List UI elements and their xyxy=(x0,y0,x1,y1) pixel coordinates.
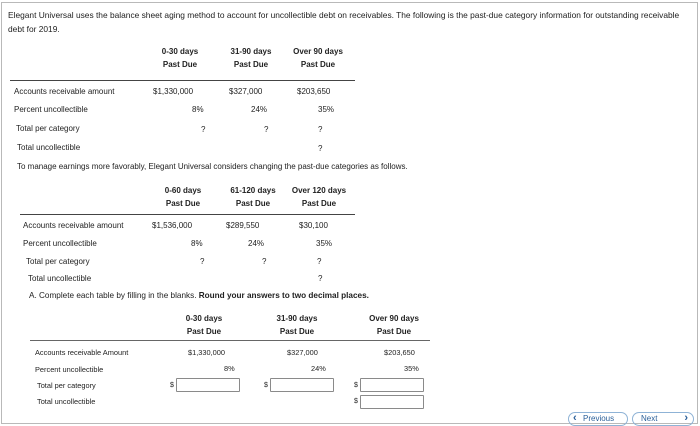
t1-row1-label: Accounts receivable amount xyxy=(14,87,115,96)
previous-label: Previous xyxy=(583,414,615,423)
t3-header-3 xyxy=(360,312,428,338)
t3-r3c1-currency: $ xyxy=(170,382,174,389)
t3-r1c1: $1,330,000 xyxy=(188,348,225,357)
t2-header-3 xyxy=(284,184,354,210)
t3-header-3-line1: Over 90 days xyxy=(369,314,419,323)
part-a-instruction xyxy=(29,291,369,300)
t2-row2-label: Percent uncollectible xyxy=(23,239,97,248)
t3-header-2 xyxy=(264,312,330,338)
next-button[interactable] xyxy=(632,412,694,426)
t2-header-3-line1: Over 120 days xyxy=(291,186,347,195)
t2-r1c1: $1,536,000 xyxy=(152,221,193,230)
t3-total-uncollectible-input[interactable] xyxy=(360,395,424,409)
t1-row2-label: Percent uncollectible xyxy=(14,105,88,114)
t3-rule xyxy=(30,340,430,341)
t2-r4c3: ? xyxy=(318,274,323,283)
t1-r2c1: 8% xyxy=(192,105,204,114)
t3-total-per-category-input-2[interactable] xyxy=(270,378,334,392)
t1-header-1-line2: Past Due xyxy=(162,60,198,69)
t3-row2-label: Percent uncollectible xyxy=(35,365,104,374)
t3-r2c3: 35% xyxy=(404,364,419,373)
t3-row3-label: Total per category xyxy=(37,381,96,390)
t2-header-3-line2: Past Due xyxy=(301,199,337,208)
t3-header-3-line2: Past Due xyxy=(376,327,412,336)
t1-r1c1: $1,330,000 xyxy=(153,87,194,96)
t2-header-1 xyxy=(151,184,215,210)
chevron-right-icon: › xyxy=(684,412,688,424)
t2-row1-label: Accounts receivable amount xyxy=(23,221,124,230)
t3-header-1-line2: Past Due xyxy=(186,327,222,336)
t2-r2c3: 35% xyxy=(316,239,333,248)
t2-r1c3: $30,100 xyxy=(299,221,328,230)
t1-header-3-line2: Past Due xyxy=(300,60,336,69)
t1-r2c2: 24% xyxy=(251,105,268,114)
t2-r1c2: $289,550 xyxy=(226,221,260,230)
t1-r2c3: 35% xyxy=(318,105,335,114)
chevron-left-icon: ‹ xyxy=(573,412,577,424)
t1-r1c2: $327,000 xyxy=(229,87,263,96)
middle-text: To manage earnings more favorably, Elegant Universal considers changing the past-due categories as follows. xyxy=(17,162,408,171)
t1-row4-label: Total uncollectible xyxy=(17,143,81,152)
t3-r3c2-currency: $ xyxy=(264,382,268,389)
t3-r3c3-currency: $ xyxy=(354,382,358,389)
part-a-prefix: A. Complete each table by filling in the blanks. xyxy=(29,291,197,300)
t3-r1c2: $327,000 xyxy=(287,348,318,357)
t3-row4-label: Total uncollectible xyxy=(37,397,96,406)
t3-total-per-category-input-3[interactable] xyxy=(360,378,424,392)
t1-header-2-line1: 31-90 days xyxy=(230,47,272,56)
t3-r2c2: 24% xyxy=(311,364,326,373)
t3-total-per-category-input-1[interactable] xyxy=(176,378,240,392)
t2-header-2-line1: 61-120 days xyxy=(230,186,276,195)
t3-header-2-line2: Past Due xyxy=(279,327,315,336)
t1-header-2 xyxy=(219,45,283,71)
t2-r2c2: 24% xyxy=(248,239,265,248)
t3-r1c3: $203,650 xyxy=(384,348,415,357)
t1-r3c1: ? xyxy=(201,125,206,134)
t2-rule xyxy=(20,214,355,215)
t3-row1-label: Accounts receivable Amount xyxy=(35,348,129,357)
t3-header-2-line1: 31-90 days xyxy=(276,314,318,323)
t1-r3c2: ? xyxy=(264,125,269,134)
t3-r2c1: 8% xyxy=(224,364,235,373)
t1-header-1 xyxy=(148,45,212,71)
t3-header-1 xyxy=(172,312,236,338)
t3-r4c3-currency: $ xyxy=(354,398,358,405)
t1-rule xyxy=(10,80,355,81)
t1-r1c3: $203,650 xyxy=(297,87,331,96)
t1-header-3-line1: Over 90 days xyxy=(293,47,343,56)
t2-row4-label: Total uncollectible xyxy=(28,274,92,283)
t1-header-1-line1: 0-30 days xyxy=(161,47,199,56)
previous-button[interactable] xyxy=(568,412,628,426)
t3-header-1-line1: 0-30 days xyxy=(185,314,223,323)
t2-header-2-line2: Past Due xyxy=(235,199,271,208)
next-label: Next xyxy=(641,414,658,423)
t1-r4c3: ? xyxy=(318,144,323,153)
t2-header-1-line1: 0-60 days xyxy=(164,186,202,195)
part-a-rounding-note: Round your answers to two decimal places. xyxy=(198,291,369,300)
t2-r2c1: 8% xyxy=(191,239,203,248)
t2-r3c3: ? xyxy=(317,257,322,266)
t2-r3c1: ? xyxy=(200,257,205,266)
intro-text: Elegant Universal uses the balance sheet aging method to account for uncollectible debt on receivables. The following is the past-due category information for outstanding receivable debt for 2019. xyxy=(8,10,680,34)
t1-r3c3: ? xyxy=(318,125,323,134)
t2-header-2 xyxy=(219,184,287,210)
t2-r3c2: ? xyxy=(262,257,267,266)
t2-header-1-line2: Past Due xyxy=(165,199,201,208)
t1-header-2-line2: Past Due xyxy=(233,60,269,69)
t1-header-3 xyxy=(284,45,352,71)
t2-row3-label: Total per category xyxy=(26,257,90,266)
t1-row3-label: Total per category xyxy=(16,124,80,133)
